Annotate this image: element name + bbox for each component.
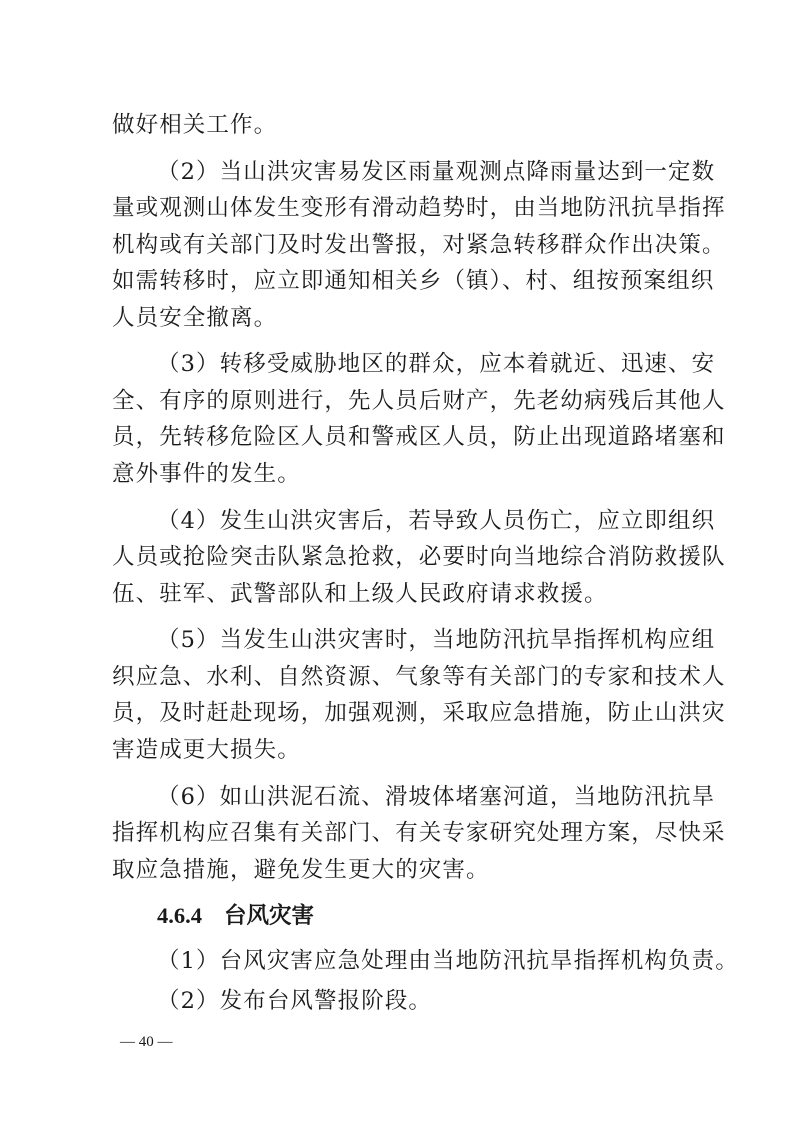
- text-line: 人员安全撤离。: [112, 305, 278, 331]
- text-line: 指挥机构应召集有关部门、有关专家研究处理方案，尽快采: [112, 820, 726, 846]
- text-line: 意外事件的发生。: [112, 461, 301, 487]
- text-line: （2）当山洪灾害易发区雨量观测点降雨量达到一定数: [157, 159, 716, 185]
- text-line: 机构或有关部门及时发出警报，对紧急转移群众作出决策。: [112, 232, 726, 258]
- section-title: 台风灾害: [224, 903, 315, 929]
- text-line: 全、有序的原则进行，先人员后财产，先老幼病残后其他人: [112, 388, 726, 414]
- text-line: （4）发生山洪灾害后，若导致人员伤亡，应立即组织: [157, 508, 716, 534]
- text-line: 员，及时赶赴现场，加强观测，采取应急措施，防止山洪灾: [112, 700, 726, 726]
- text-line: （5）当发生山洪灾害时，当地防汛抗旱指挥机构应组: [157, 627, 716, 653]
- text-line: （3）转移受威胁地区的群众，应本着就近、迅速、安: [157, 351, 716, 377]
- text-line: 员，先转移危险区人员和警戒区人员，防止出现道路堵塞和: [112, 424, 726, 450]
- text-line: 取应急措施，避免发生更大的灾害。: [112, 857, 490, 883]
- text-line: 量或观测山体发生变形有滑动趋势时，由当地防汛抗旱指挥: [112, 195, 726, 221]
- section-number: 4.6.4: [157, 903, 202, 928]
- text-line: 人员或抢险突击队紧急抢救，必要时向当地综合消防救援队: [112, 544, 726, 570]
- text-line: （2）发布台风警报阶段。: [157, 988, 433, 1014]
- text-line: 害造成更大损失。: [112, 737, 301, 763]
- text-line: 织应急、水利、自然资源、气象等有关部门的专家和技术人: [112, 664, 726, 690]
- text-line: （1）台风灾害应急处理由当地防汛抗旱指挥机构负责。: [157, 948, 739, 974]
- text-line: （6）如山洪泥石流、滑坡体堵塞河道，当地防汛抗旱: [157, 784, 716, 810]
- page-number: — 40 —: [120, 1034, 173, 1050]
- section-heading: [157, 901, 314, 931]
- text-line: 做好相关工作。: [112, 112, 278, 138]
- text-line: 如需转移时，应立即通知相关乡（镇）、村、组按预案组织: [112, 268, 715, 294]
- text-line: 伍、驻军、武警部队和上级人民政府请求救援。: [112, 581, 608, 607]
